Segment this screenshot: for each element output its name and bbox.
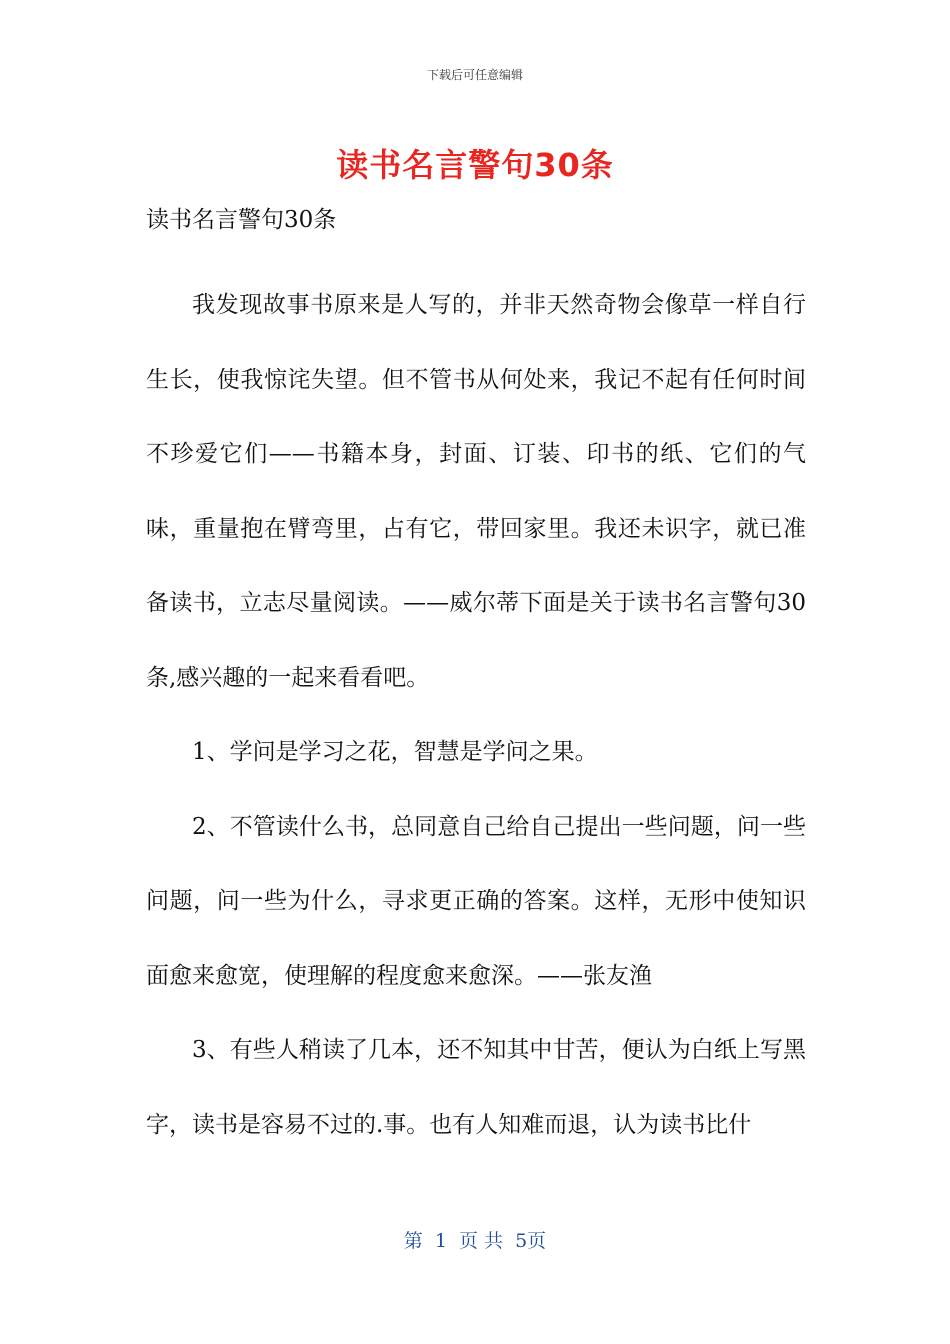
footer-total-pages: 5页: [515, 1230, 547, 1252]
quote-2: 2、不管读什么书，总同意自己给自己提出一些问题，问一些问题，问一些为什么，寻求更正确的答案。这样，无形中使知识面愈来愈宽，使理解的程度愈来愈深。——张友渔: [146, 813, 806, 989]
header-note: 下载后可任意编辑: [426, 68, 523, 82]
footer-mid: 页 共: [459, 1230, 504, 1252]
quote-1: 1、学问是学习之花，智慧是学问之果。: [192, 739, 598, 765]
intro-paragraph: 我发现故事书原来是人写的，并非天然奇物会像草一样自行生长，使我惊诧失望。但不管书从何处来，我记不起有任何时间不珍爱它们——书籍本身，封面、订装、印书的纸、它们的气味，重量抱在臂弯里，占有它，带回家里。我还未识字，就已准备读书，立志尽量阅读。——威尔蒂下面是关于读书名言警句30条,感兴趣的一起来看看吧。: [146, 292, 806, 691]
page-footer: [0, 1226, 950, 1253]
footer-page-number: 1: [434, 1230, 447, 1252]
document-title: 读书名言警句30条: [336, 146, 614, 184]
quote-3: 3、有些人稍读了几本，还不知其中甘苦，便认为白纸上写黑字，读书是容易不过的.事。也有人知难而退，认为读书比什: [146, 1037, 806, 1138]
document-subtitle: 读书名言警句30条: [146, 207, 337, 233]
footer-prefix: 第: [403, 1230, 423, 1252]
document-body: [146, 196, 806, 1162]
